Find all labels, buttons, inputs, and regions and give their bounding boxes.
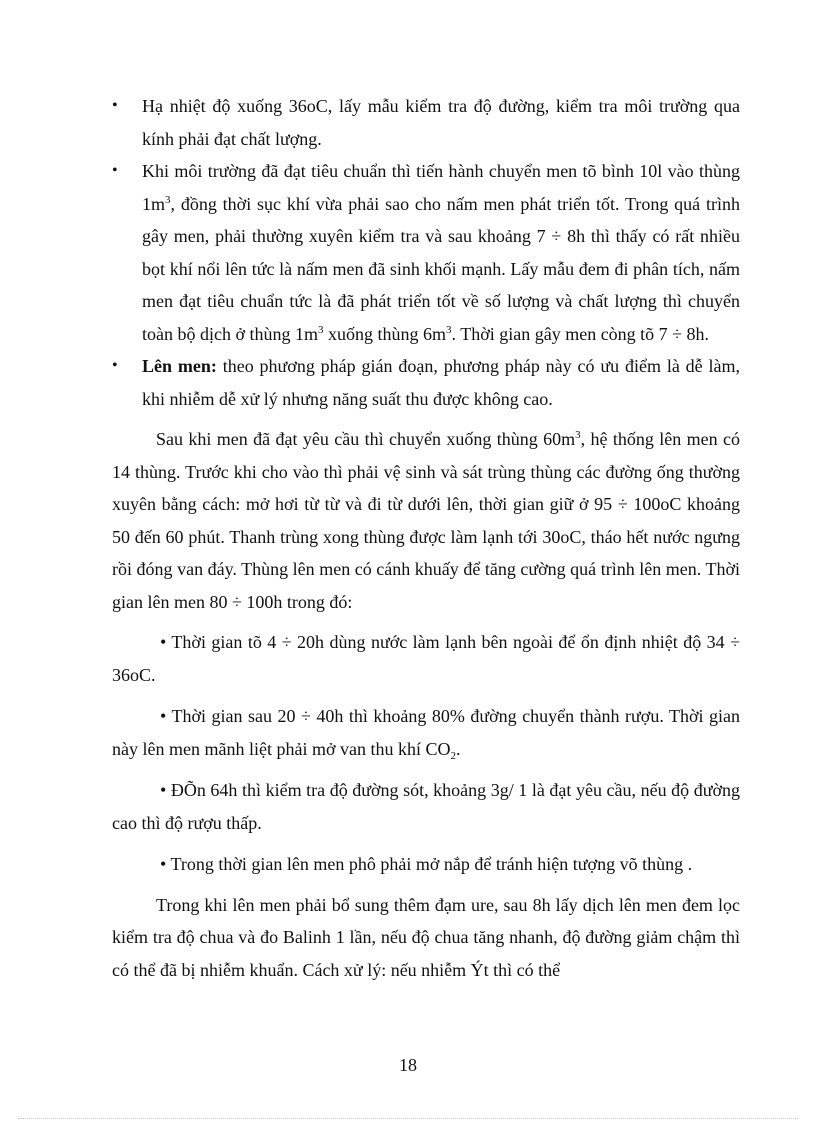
sub-item-text: • Trong thời gian lên men phô phải mở nắp để tránh hiện tượng võ thùng . xyxy=(160,854,693,874)
bullet-text: theo phương pháp gián đoạn, phương pháp này có ưu điểm là dễ làm, khi nhiễm dễ xử lý nhưng năng suất thu được không cao. xyxy=(142,356,740,409)
superscript: 3 xyxy=(446,323,452,336)
page-content xyxy=(112,90,740,986)
bullet-text: Hạ nhiệt độ xuống 36oC, lấy mẫu kiểm tra độ đường, kiểm tra môi trường qua kính phải đạt chất lượng. xyxy=(142,96,740,149)
sub-item-0 xyxy=(112,626,740,691)
sub-item-text: . xyxy=(455,738,461,759)
paragraph-nutrient-check xyxy=(112,889,740,987)
sub-item-2 xyxy=(112,774,740,839)
superscript: 3 xyxy=(318,323,324,336)
bullet-item-cooling xyxy=(112,90,740,155)
bullet-heading: Lên men: xyxy=(142,356,217,376)
sub-item-text: • Thời gian sau 20 ÷ 40h thì khoảng 80% đường chuyển thành rượu. Thời gian này lên men mãnh liệt phải mở van thu khí CO xyxy=(112,706,740,759)
superscript: 3 xyxy=(575,429,581,441)
paragraph-text: Trong khi lên men phải bổ sung thêm đạm ure, sau 8h lấy dịch lên men đem lọc kiểm tra độ chua và đo Balinh 1 lần, nếu độ chua tăng nhanh, độ đường giảm chậm thì có thể đã bị nhiễm khuẩn. Cách xử lý: nếu nhiễm Ýt thì có thể xyxy=(112,894,740,980)
paragraph-text: Sau khi men đã đạt yêu cầu thì chuyển xuống thùng 60m xyxy=(156,429,576,449)
bullet-item-yeast-transfer xyxy=(112,155,740,350)
bullet-icon: • xyxy=(112,97,118,114)
paragraph-text: , hệ thống lên men có 14 thùng. Trước khi cho vào thì phải vệ sinh và sát trùng thùng các đường ống thường xuyên bằng cách: mở hơi từ từ và đi từ dưới lên, thời gian giữ ở 95 ÷ 100oC khoảng 50 đến 60 phút. Thanh trùng xong thùng được làm lạnh tới 30oC, tháo hết nước ngưng rồi đóng van đáy. Thùng lên men có cánh khuấy để tăng cường quá trình lên men. Thời gian lên men 80 ÷ 100h trong đó: xyxy=(112,429,740,612)
page-number: 18 xyxy=(399,1055,417,1075)
bullet-icon: • xyxy=(112,162,118,179)
bullet-item-fermentation xyxy=(112,350,740,415)
sub-item-1 xyxy=(112,700,740,765)
paragraph-fermentation-tanks xyxy=(112,423,740,618)
sub-item-text: • Thời gian tõ 4 ÷ 20h dùng nước làm lạnh bên ngoài để ổn định nhiệt độ 34 ÷ 36oC. xyxy=(112,632,740,685)
subscript: 2 xyxy=(450,749,456,762)
bullet-text: . Thời gian gây men còng tõ 7 ÷ 8h. xyxy=(451,323,710,344)
bullet-icon: • xyxy=(112,357,118,374)
superscript: 3 xyxy=(165,193,171,206)
bullet-text: xuống thùng 6m xyxy=(323,323,447,344)
sub-item-3 xyxy=(112,848,740,881)
bullet-text: , đồng thời sục khí vừa phải sao cho nấm men phát triển tốt. Trong quá trình gây men, phải thường xuyên kiểm tra và sau khoảng 7 ÷ 8h thì thấy có rất nhiều bọt khí nổi lên tức là nấm men đã sinh khối mạnh. Lấy mẫu đem đi phân tích, nấm men đạt tiêu chuẩn tức là đã phát triển tốt về số lượng và chất lượng thì chuyển toàn bộ dịch ở thùng 1m xyxy=(142,193,740,344)
bullet-text: Khi môi trường đã đạt tiêu chuẩn thì tiến hành chuyển men tõ bình 10l vào thùng 1m xyxy=(142,161,740,214)
page-bottom-rule xyxy=(18,1118,798,1119)
sub-item-text: • ĐÕn 64h thì kiểm tra độ đường sót, khoảng 3g/ 1 là đạt yêu cầu, nếu độ đường cao thì độ rượu thấp. xyxy=(112,780,740,833)
